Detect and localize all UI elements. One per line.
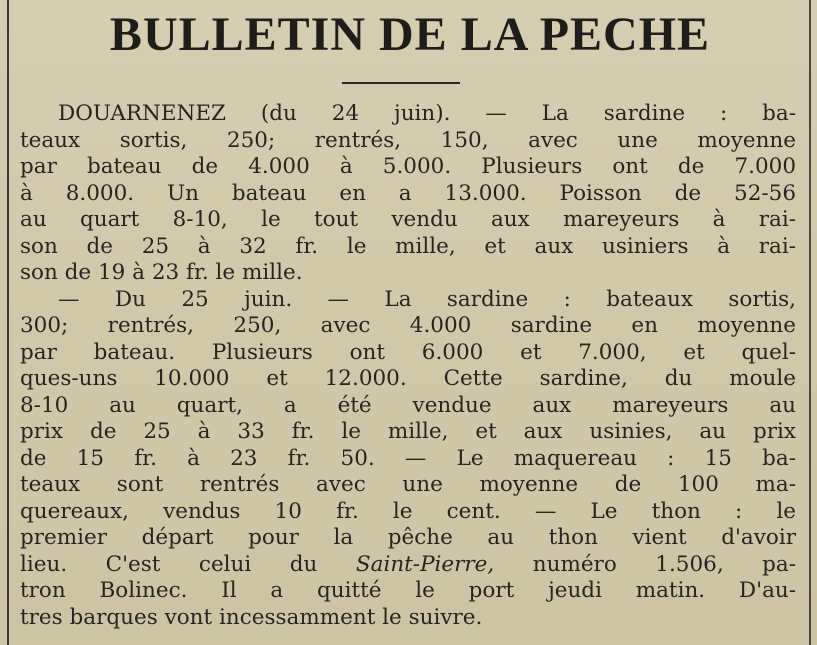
article-line: son de 25 à 32 fr. le mille, et aux usiniers à rai- xyxy=(20,233,796,259)
article-line: teaux sortis, 250; rentrés, 150, avec une moyenne xyxy=(20,127,796,153)
article-line: 8-10 au quart, a été vendue aux mareyeurs au xyxy=(20,392,796,418)
article-line: tron Bolinec. Il a quitté le port jeudi matin. D'au- xyxy=(20,578,796,603)
article-line: DOUARNENEZ (du 24 juin). — La sardine : ba- xyxy=(58,101,796,126)
article-body xyxy=(20,101,796,631)
article-line: 300; rentrés, 250, avec 4.000 sardine en moyenne xyxy=(20,313,796,338)
article-line: par bateau. Plusieurs ont 6.000 et 7.000, et quel- xyxy=(20,339,796,365)
article-line xyxy=(20,552,796,579)
article-line: son de 19 à 23 fr. le mille. xyxy=(20,260,303,285)
headline: BULLETIN DE LA PECHE xyxy=(109,8,711,61)
article-line: premier départ pour la pêche au thon vient d'avoir xyxy=(20,525,796,550)
article-line: au quart 8-10, le tout vendu aux mareyeurs à rai- xyxy=(20,207,796,232)
headline-divider xyxy=(342,82,460,84)
article-line: quereaux, vendus 10 fr. le cent. — Le thon : le xyxy=(20,498,796,524)
article-line: de 15 fr. à 23 fr. 50. — Le maquereau : 15 ba- xyxy=(20,445,796,471)
article-line: à 8.000. Un bateau en a 13.000. Poisson de 52-56 xyxy=(20,180,796,206)
article-line: tres barques vont incessamment le suivre. xyxy=(20,604,483,630)
column-rule-right xyxy=(809,0,811,645)
line-text: lieu. C'est celui du xyxy=(20,551,356,577)
line-text: numéro 1.506, pa- xyxy=(494,551,796,577)
article-line: — Du 25 juin. — La sardine : bateaux sortis, xyxy=(58,286,796,312)
column-rule-left xyxy=(7,0,9,645)
article-line: prix de 25 à 33 fr. le mille, et aux usinies, au prix xyxy=(20,419,796,444)
boat-name: Saint-Pierre, xyxy=(355,551,495,577)
article-line: teaux sont rentrés avec une moyenne de 100 ma- xyxy=(20,472,796,497)
article-line: par bateau de 4.000 à 5.000. Plusieurs ont de 7.000 xyxy=(20,154,796,179)
article-line: ques-uns 10.000 et 12.000. Cette sardine, du moule xyxy=(20,366,796,391)
